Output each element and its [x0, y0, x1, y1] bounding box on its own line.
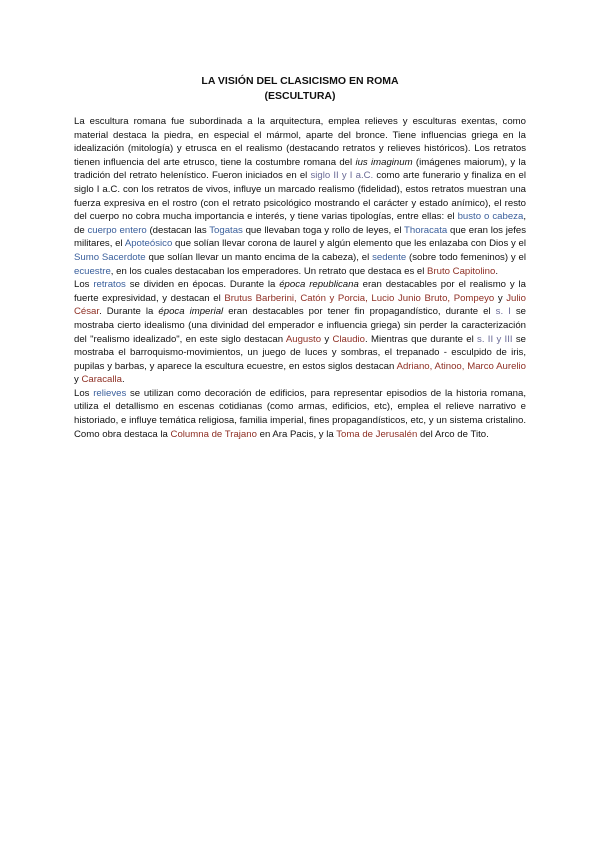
- text-run: , en los cuales destacaban los emperadores. Un retrato que destaca es el: [110, 265, 428, 277]
- term-ius-imaginum: ius imaginum: [355, 156, 413, 168]
- text-run: se mostraba cierto idealismo (una divinidad del emperador e influencia griega) sin perder la caracterización del "realismo idealizado", en este siglo destacan: [74, 306, 527, 345]
- link-retratos[interactable]: retratos: [93, 279, 126, 291]
- term-epoca-republicana: época republicana: [279, 279, 359, 291]
- text-run: (destacan las: [146, 224, 210, 236]
- text-run: (imágenes maiorum), y la tradición del retrato helenístico. Fueron iniciados en el: [74, 156, 526, 182]
- title-line-2: (ESCULTURA): [264, 90, 336, 102]
- term-epoca-imperial: época imperial: [158, 306, 224, 318]
- link-busto-cabeza[interactable]: busto o cabeza: [457, 211, 524, 223]
- link-thoracata[interactable]: Thoracata: [404, 224, 448, 236]
- link-augusto[interactable]: Augusto: [285, 333, 322, 345]
- paragraph-portraits: [74, 278, 526, 387]
- paragraph-sculpture-intro: [74, 115, 526, 278]
- link-sedente[interactable]: sedente: [372, 251, 407, 263]
- link-ecuestre[interactable]: ecuestre: [74, 265, 111, 277]
- text-run: se dividen en épocas. Durante la: [125, 279, 280, 291]
- text-run: del Arco de Tito.: [417, 428, 489, 440]
- link-toma-jerusalen[interactable]: Toma de Jerusalén: [336, 428, 418, 440]
- link-claudio[interactable]: Claudio: [332, 333, 366, 345]
- link-siglo-ii-iii[interactable]: s. II y III: [477, 333, 513, 345]
- text-run: que llevaban toga y rollo de leyes, el: [242, 224, 405, 236]
- link-siglo-ii-i[interactable]: siglo II y I a.C.: [310, 170, 374, 182]
- link-relieves[interactable]: relieves: [93, 387, 127, 399]
- text-run: y: [494, 292, 507, 304]
- text-run: como arte funerario y finaliza en el siglo I a.C. con los retratos de vivos, influye un marcado realismo (fidelidad), estos retratos muestran una fuerza expresiva en el rostro (con el retrato psicológico mostrando el carácter y estado anímico), el resto del cuerpo no cobra mucha importancia e interés, y tiene varias tipologías, entre ellas: el: [74, 170, 527, 223]
- title-line-1: LA VISIÓN DEL CLASICISMO EN ROMA: [201, 75, 399, 87]
- text-run: Los: [74, 279, 94, 291]
- text-run: que solían llevar corona de laurel y algún elemento que les enlazaba con Dios y el: [172, 238, 526, 250]
- link-siglo-i[interactable]: s. I: [495, 306, 511, 318]
- text-run: (sobre todo femeninos) y el: [406, 251, 526, 263]
- text-run: y: [321, 333, 333, 345]
- document-title: [0, 74, 600, 104]
- text-run: en Ara Pacis, y la: [256, 428, 337, 440]
- text-run: se utilizan como decoración de edificios, para representar episodios de la historia romana, utiliza el detallismo en escenas cotidianas (como armas, edificios, etc), emplea el relieve narrativo e historiado, e influye temática religiosa, familia imperial, fines propagandísticos, etc, y un sistema cristalino. Como obra destaca la: [74, 387, 526, 440]
- text-run: .: [122, 374, 125, 386]
- text-run: La escultura romana fue subordinada a la arquitectura, emplea relieves y esculturas exentas, como material destaca la piedra, en especial el mármol, aparte del bronce. Tiene influencias griega en la idealización (mitología) y etrusca en el realismo (destacando retratos y relieves históricos). Los retratos tienen influencia del arte etrusco, tiene la costumbre romana del: [74, 116, 526, 168]
- text-run: se mostraba el barroquismo-movimientos, un juego de luces y sombras, el trepanado - esculpido de iris, pupilas y barbas, y aparece la escultura ecuestre, en estos siglos destacan: [74, 333, 526, 372]
- link-columna-trajano[interactable]: Columna de Trajano: [170, 428, 257, 440]
- link-cuerpo-entero[interactable]: cuerpo entero: [87, 224, 147, 236]
- link-togatas[interactable]: Togatas: [209, 224, 243, 236]
- link-julio-cesar[interactable]: Julio César: [74, 292, 526, 318]
- text-run: que eran los jefes militares, el: [74, 224, 527, 250]
- text-run: . Mientras que durante el: [365, 333, 478, 345]
- document-body: [74, 115, 526, 441]
- link-bruto-capitolino[interactable]: Bruto Capitolino: [427, 265, 496, 277]
- link-apoteosico[interactable]: Apoteósico: [124, 238, 173, 250]
- text-run: .: [495, 265, 498, 277]
- text-run: . Durante la: [99, 306, 159, 318]
- link-republican-portraits[interactable]: Brutus Barberini, Catón y Porcia, Lucio Junio Bruto, Pompeyo: [224, 292, 495, 304]
- text-run: que solían llevar un manto encima de la cabeza), el: [145, 251, 373, 263]
- text-run: Los: [74, 387, 94, 399]
- paragraph-reliefs: [74, 387, 526, 441]
- link-imperial-portraits[interactable]: Adriano, Atinoo, Marco Aurelio: [396, 360, 526, 372]
- link-sumo-sacerdote[interactable]: Sumo Sacerdote: [74, 251, 146, 263]
- text-run: , de: [74, 211, 526, 236]
- text-run: eran destacables por el realismo y la fuerte expresividad, y destacan el: [74, 279, 526, 304]
- link-caracalla[interactable]: Caracalla: [81, 374, 122, 386]
- text-run: eran destacables por tener fin propagandístico, durante el: [223, 306, 496, 318]
- text-run: y: [74, 374, 82, 386]
